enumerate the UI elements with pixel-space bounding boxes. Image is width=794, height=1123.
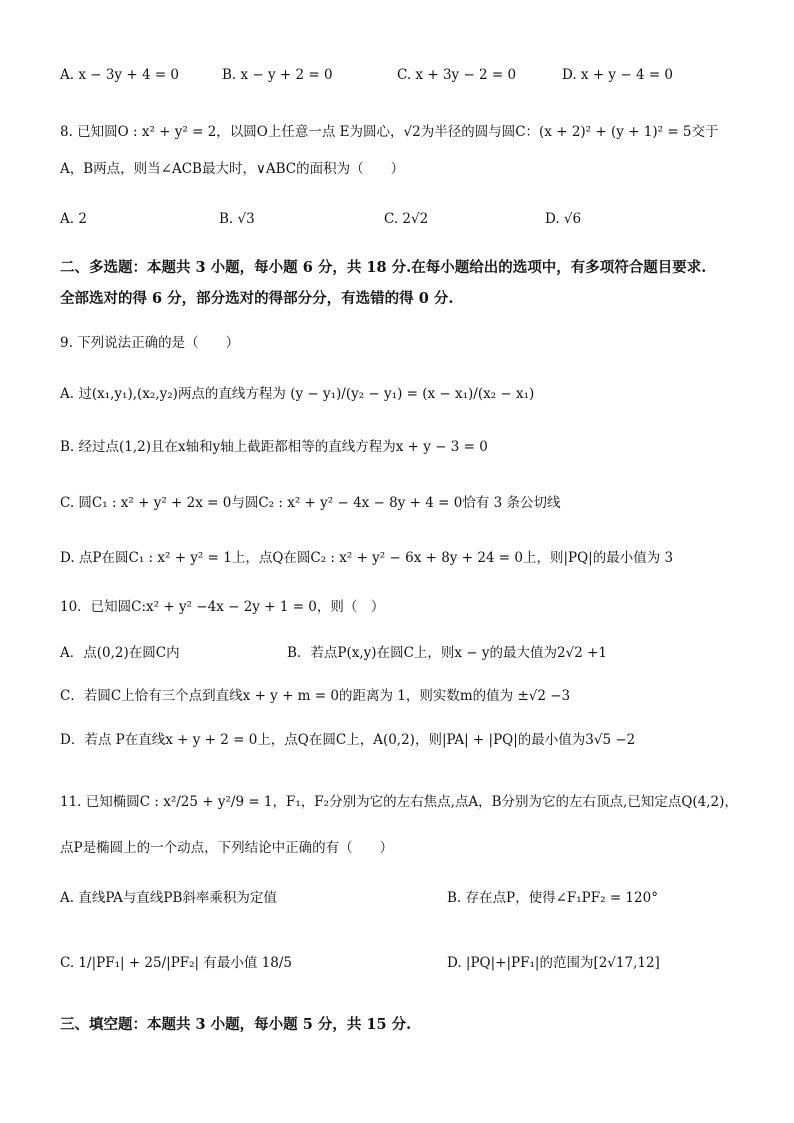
q11-option-a: A. 直线PA与直线PB斜率乘积为定值 xyxy=(60,890,277,906)
q9-option-c: C. 圆C₁ : x² + y² + 2x = 0与圆C₂ : x² + y² − 4x − 8y + 4 = 0恰有 3 条公切线 xyxy=(60,495,561,511)
section-2-heading-line2: 全部选对的得 6 分，部分选对的得部分分，有选错的得 0 分. xyxy=(60,290,454,307)
q11-stem-line1: 11. 已知椭圆C : x²/25 + y²/9 = 1，F₁，F₂分别为它的左右焦点,点A，B分别为它的左右顶点,已知定点Q(4,2)， xyxy=(60,794,738,810)
q11-stem-line2: 点P是椭圆上的一个动点，下列结论中正确的有（ ） xyxy=(60,840,394,856)
q8-option-d: D. √6 xyxy=(545,211,582,227)
q9-option-b: B. 经过点(1,2)且在x轴和y轴上截距都相等的直线方程为x + y − 3 = 0 xyxy=(60,439,488,455)
q9-option-a: A. 过(x₁,y₁),(x₂,y₂)两点的直线方程为 (y − y₁)/(y₂ − y₁) = (x − x₁)/(x₂ − x₁) xyxy=(60,386,535,402)
section-2-heading-line1: 二、多选题：本题共 3 小题，每小题 6 分，共 18 分.在每小题给出的选项中，有多项符合题目要求. xyxy=(60,259,707,276)
q9-stem: 9. 下列说法正确的是（ ） xyxy=(60,335,240,351)
q8-option-a: A. 2 xyxy=(60,211,87,227)
q9-option-d: D. 点P在圆C₁ : x² + y² = 1上，点Q在圆C₂ : x² + y² − 6x + 8y + 24 = 0上，则|PQ|的最小值为 3 xyxy=(60,550,674,566)
q11-option-d: D. |PQ|+|PF₁|的范围为[2√17,12] xyxy=(447,955,660,971)
q8-option-c: C. 2√2 xyxy=(384,211,429,227)
section-3-heading: 三、填空题：本题共 3 小题，每小题 5 分，共 15 分. xyxy=(60,1016,412,1033)
q10-option-a: A．点(0,2)在圆C内 xyxy=(60,645,180,661)
q7-option-a: A. x − 3y + 4 = 0 xyxy=(60,67,180,83)
q10-option-b: B．若点P(x,y)在圆C上，则x − y的最大值为2√2 +1 xyxy=(287,645,608,661)
q7-option-d: D. x + y − 4 = 0 xyxy=(562,67,674,83)
q10-option-d: D．若点 P在直线x + y + 2 = 0上，点Q在圆C上，A(0,2)，则|PA| + |PQ|的最小值为3√5 −2 xyxy=(60,732,636,748)
q8-stem-line2: A，B两点，则当∠ACB最大时，∨ABC的面积为（ ） xyxy=(60,161,405,177)
q11-option-b: B. 存在点P，使得∠F₁PF₂ = 120° xyxy=(447,890,658,906)
q10-stem: 10．已知圆C:x² + y² −4x − 2y + 1 = 0，则（ ） xyxy=(60,599,385,615)
q10-option-c: C．若圆C上恰有三个点到直线x + y + m = 0的距离为 1，则实数m的值为 ±√2 −3 xyxy=(60,688,571,704)
q8-stem-line1: 8. 已知圆O : x² + y² = 2，以圆O上任意一点 E为圆心，√2为半径的圆与圆C：(x + 2)² + (y + 1)² = 5交于 xyxy=(60,124,719,140)
q11-option-c: C. 1/|PF₁| + 25/|PF₂| 有最小值 18/5 xyxy=(60,955,293,971)
q7-option-b: B. x − y + 2 = 0 xyxy=(222,67,333,83)
q8-option-b: B. √3 xyxy=(219,211,255,227)
q7-option-c: C. x + 3y − 2 = 0 xyxy=(397,67,517,83)
